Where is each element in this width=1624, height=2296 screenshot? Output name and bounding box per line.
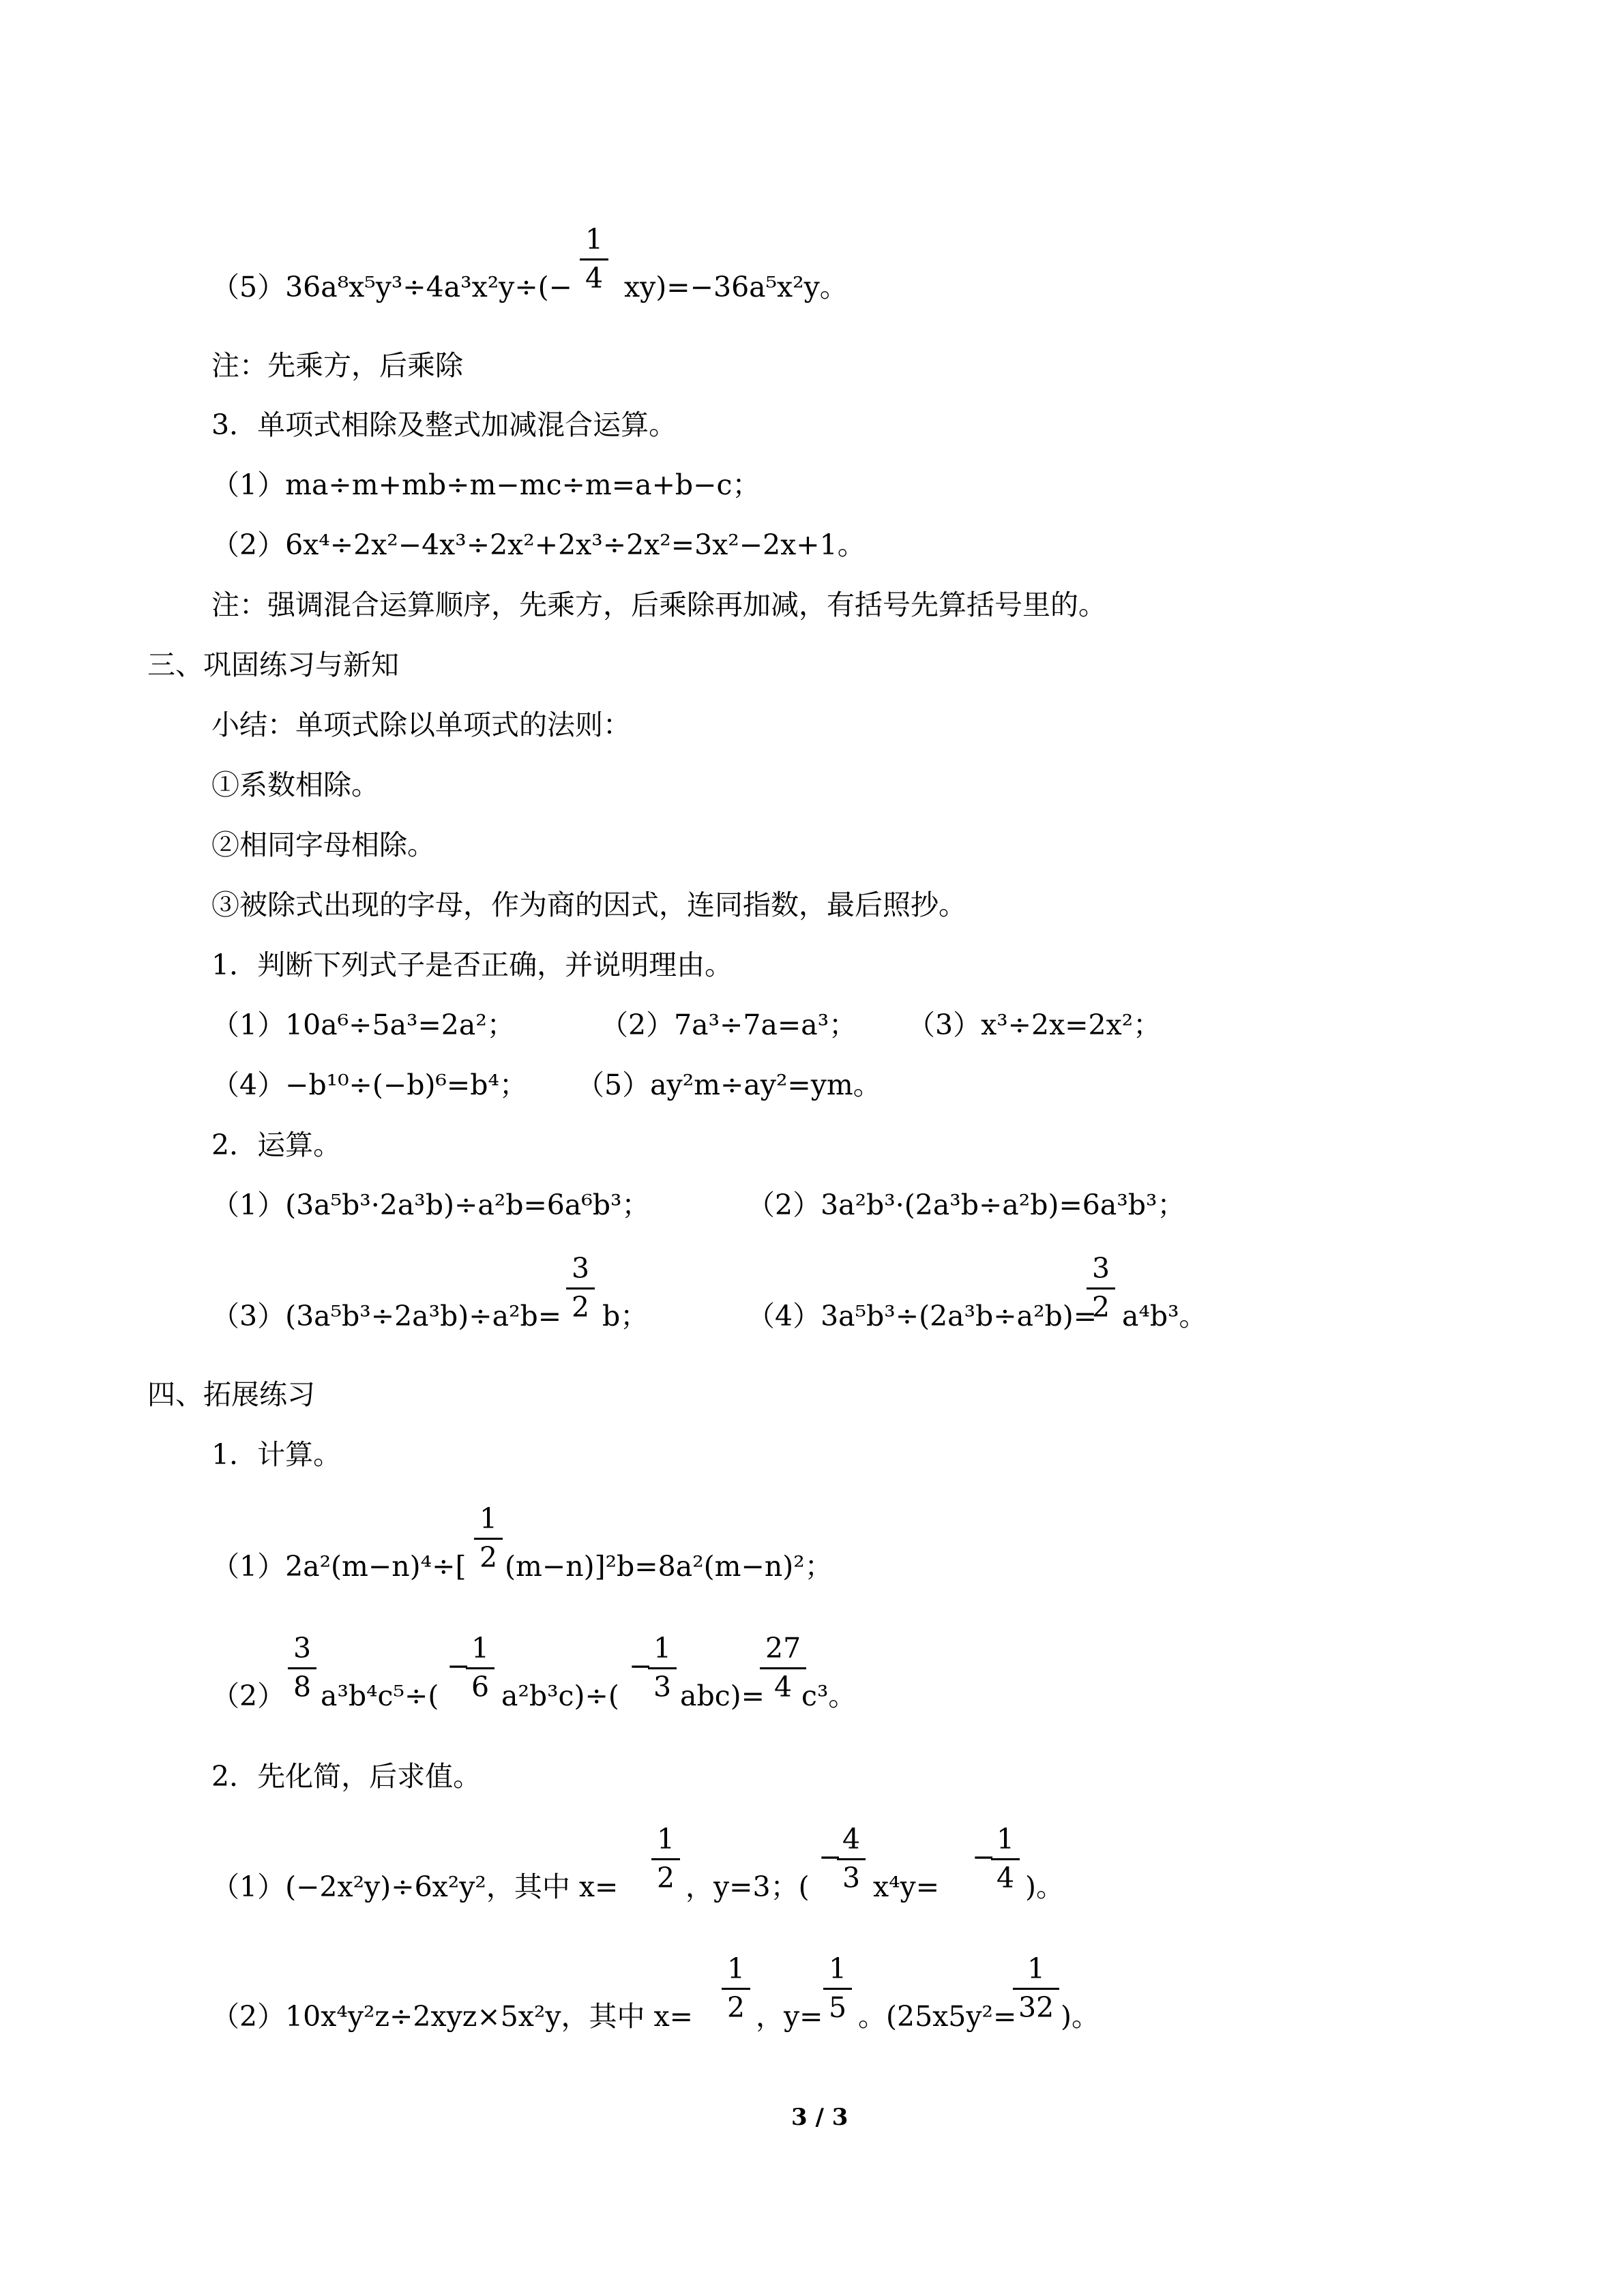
exercise-1-heading: 1．判断下列式子是否正确，并说明理由。 [211, 949, 733, 981]
rule-2: ②相同字母相除。 [211, 829, 435, 861]
item-5: （5）ay²m÷ay²=ym。 [576, 1069, 881, 1101]
fraction: 1 4 [991, 1820, 1020, 1896]
fraction: 1 2 [474, 1500, 503, 1575]
note-1: 注：先乘方，后乘除 [211, 349, 463, 382]
item-3: （3）x³÷2x=2x²； [907, 1009, 1162, 1041]
minus-sign: − [818, 1840, 842, 1873]
formula-3-2: （2）6x⁴÷2x²−4x³÷2x²+2x³÷2x²=3x²−2x+1。 [211, 528, 866, 561]
section-four-heading: 四、拓展练习 [147, 1378, 315, 1411]
text: xy)=−36a⁵x²y。 [624, 271, 848, 303]
simplify-heading: 2．先化简，后求值。 [211, 1760, 482, 1793]
exercise-2-heading: 2．运算。 [211, 1129, 342, 1161]
item-1: （1）10a⁶÷5a³=2a²； [211, 1009, 515, 1041]
page-number: 3 / 3 [791, 2104, 848, 2131]
item-4: （4）3a⁵b³÷(2a³b÷a²b)= [747, 1300, 1097, 1332]
fraction: 3 2 [566, 1249, 595, 1325]
rule-3: ③被除式出现的字母，作为商的因式，连同指数，最后照抄。 [211, 889, 966, 921]
item-3: （3）(3a⁵b³÷2a³b)÷a²b= [211, 1300, 562, 1332]
fraction: 1 2 [651, 1820, 680, 1896]
minus-sign: − [629, 1650, 653, 1682]
item-2: （2）3a²b³·(2a³b÷a²b)=6a³b³； [747, 1189, 1185, 1221]
fraction: 4 3 [837, 1820, 866, 1896]
fraction: 1 5 [823, 1950, 852, 2025]
calc-heading: 1．计算。 [211, 1438, 342, 1471]
section-three-heading: 三、巩固练习与新知 [147, 648, 399, 681]
minus-sign: − [447, 1650, 471, 1682]
item-2: （2）7a³÷7a=a³； [600, 1009, 857, 1041]
text: （5）36a⁸x⁵y³÷4a³x²y÷(− [211, 271, 573, 303]
fraction: 1 2 [722, 1950, 750, 2025]
summary: 小结：单项式除以单项式的法则： [211, 709, 631, 741]
heading-3: 3．单项式相除及整式加减混合运算。 [211, 408, 677, 441]
fraction: 1 32 [1013, 1950, 1059, 2025]
fraction: 3 2 [1087, 1249, 1115, 1325]
fraction: 1 6 [466, 1629, 494, 1705]
rule-1: ①系数相除。 [211, 769, 379, 801]
fraction: 3 8 [288, 1629, 316, 1705]
fraction: 27 4 [760, 1629, 806, 1705]
item-4: （4）−b¹⁰÷(−b)⁶=b⁴； [211, 1069, 527, 1101]
item-1: （1）(3a⁵b³·2a³b)÷a²b=6a⁶b³； [211, 1189, 650, 1221]
fraction: 1 4 [580, 220, 608, 296]
fraction: 1 3 [648, 1629, 677, 1705]
formula-3-1: （1）ma÷m+mb÷m−mc÷m=a+b−c； [211, 468, 761, 501]
note-2: 注：强调混合运算顺序，先乘方，后乘除再加减，有括号先算括号里的。 [211, 588, 1106, 621]
minus-sign: − [972, 1840, 996, 1873]
